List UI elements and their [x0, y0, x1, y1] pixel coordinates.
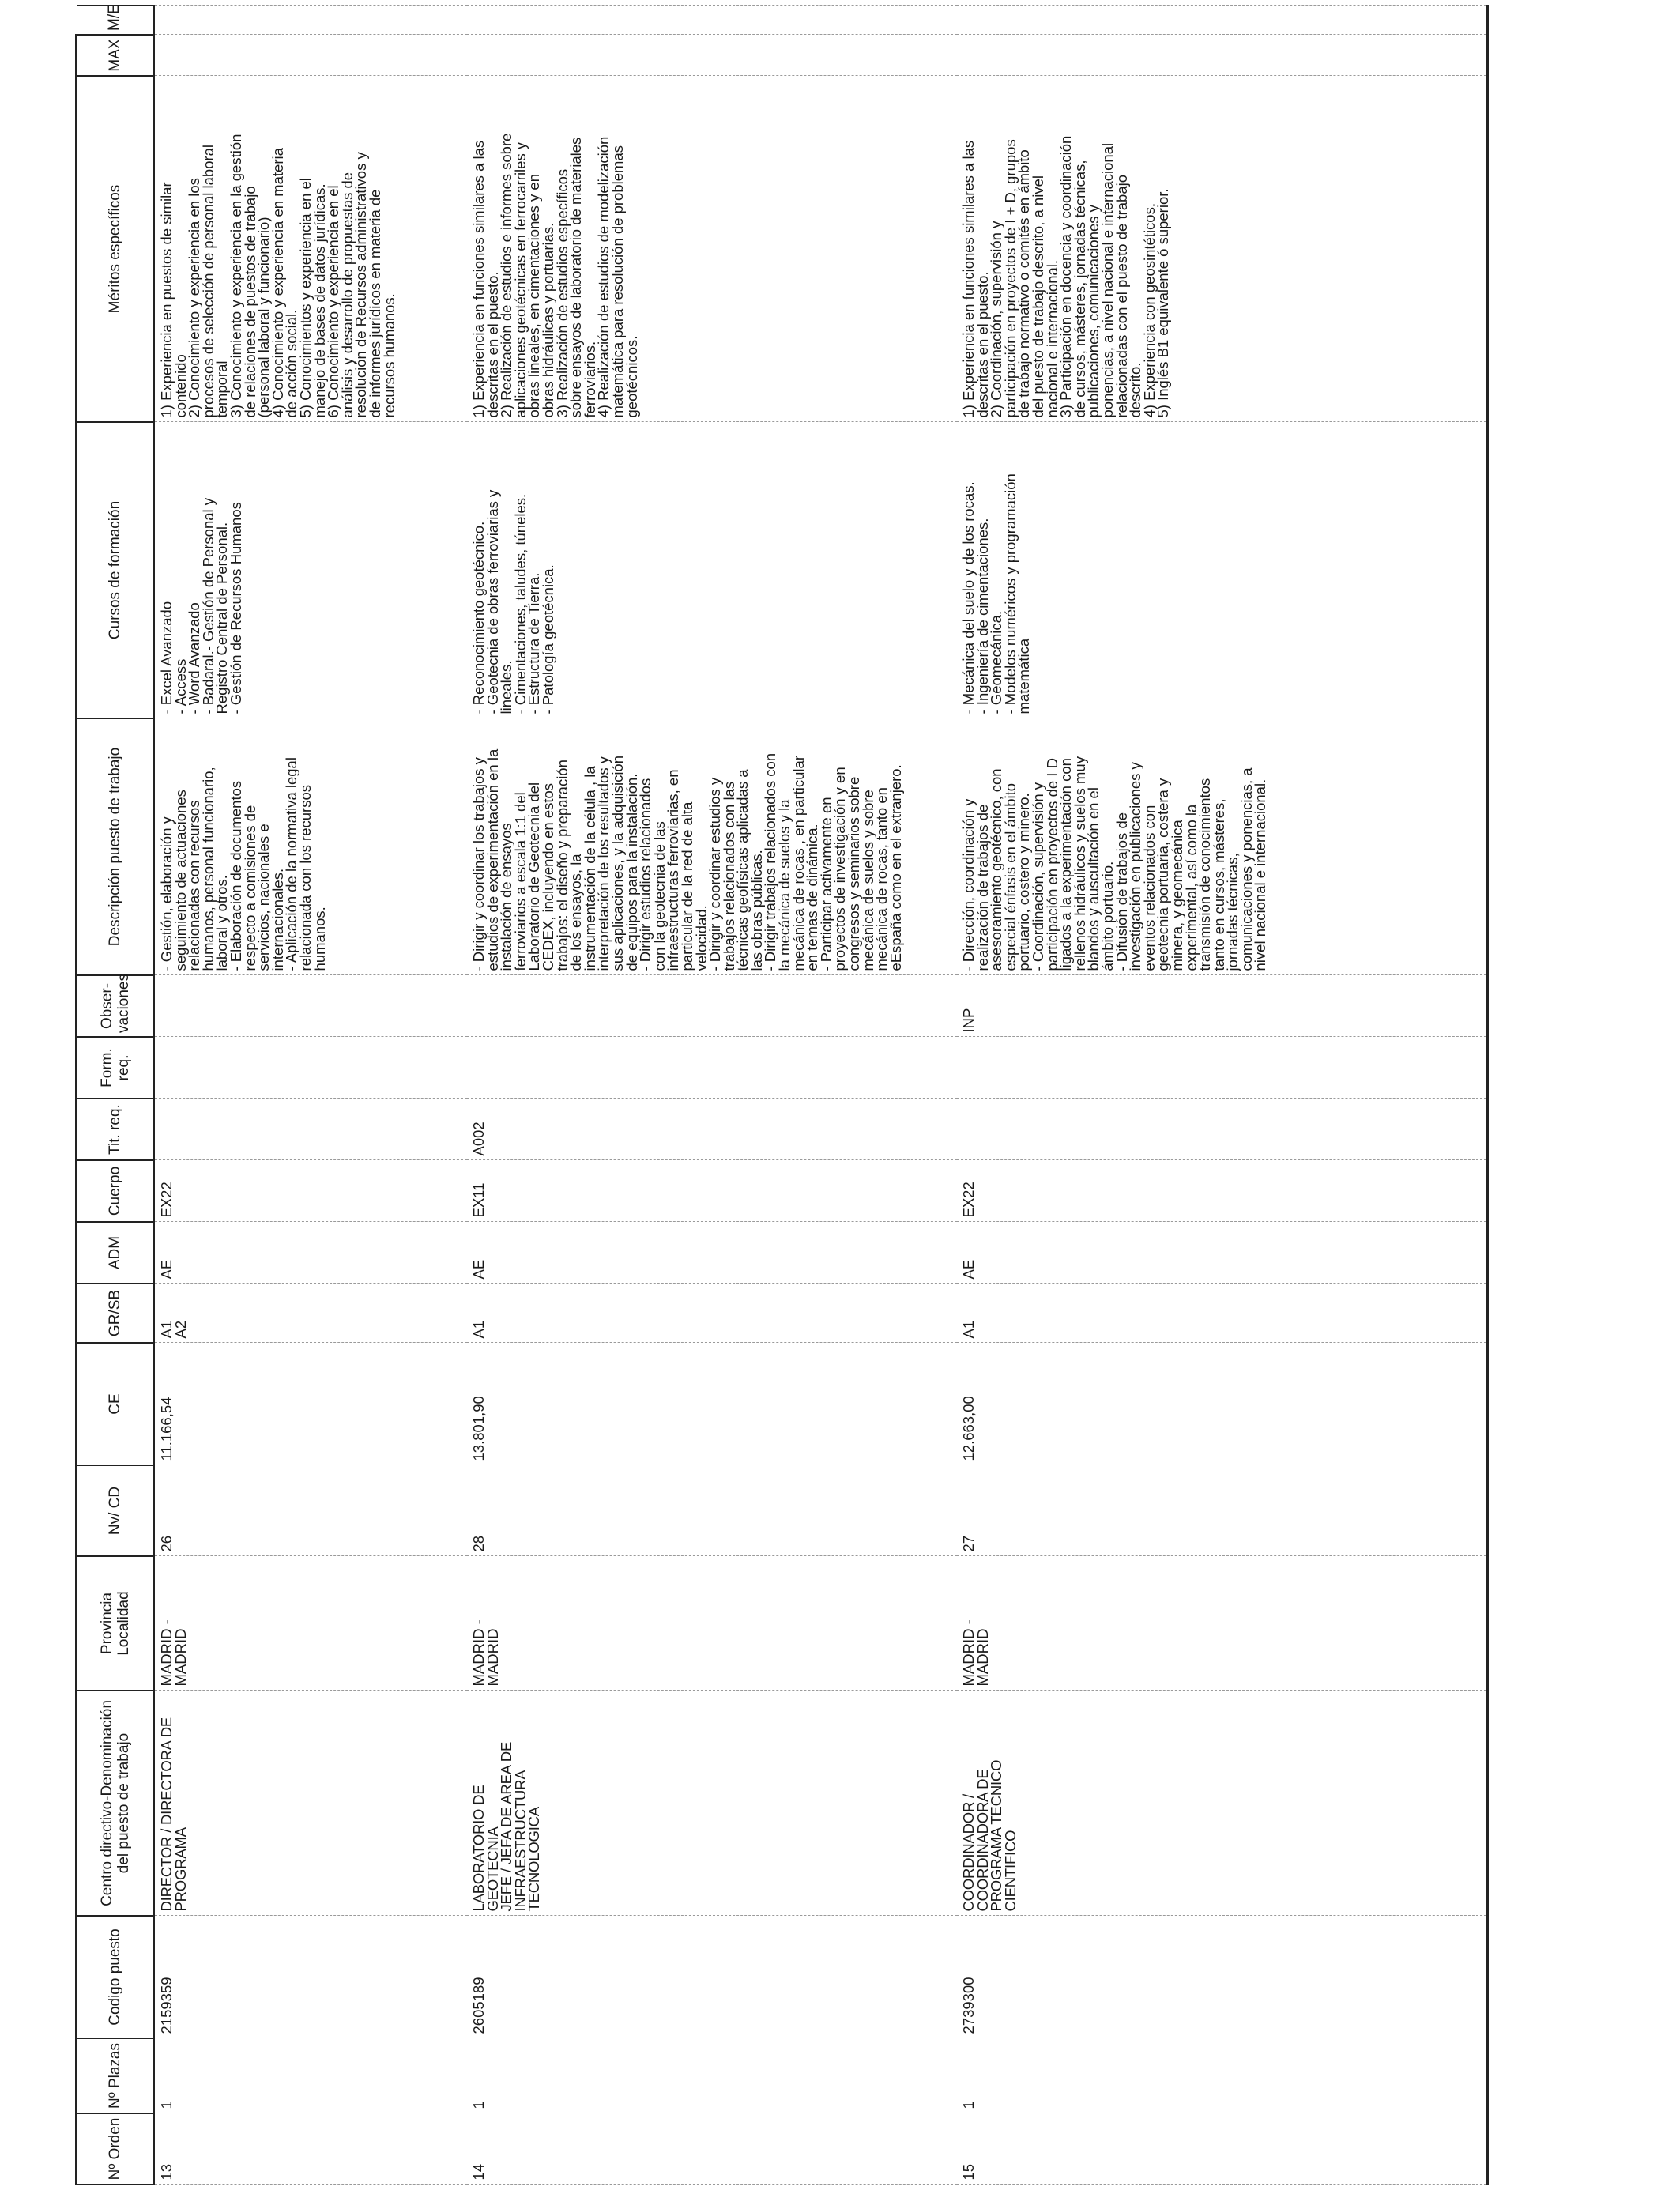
cell-max [467, 35, 957, 76]
header-formacion: Form. req. [77, 1037, 154, 1099]
header-adm: ADM [77, 1222, 154, 1284]
cell-centro: COORDINADOR / COORDINADORA DE PROGRAMA TECNICO CIENTIFICO [957, 1691, 1488, 1916]
header-orden: Nº Orden [77, 2113, 154, 2185]
cell-me [957, 6, 1488, 35]
cell-codigo: 2159359 [154, 1916, 468, 2038]
cell-cuerpo: EX22 [154, 1160, 468, 1222]
cell-max [154, 35, 468, 76]
header-titulacion: Tit. req. [77, 1099, 154, 1160]
cell-formacion [467, 1037, 957, 1099]
header-meritos: Méritos específicos [77, 76, 154, 422]
header-centro: Centro directivo-Denominación del puesto de trabajo [77, 1691, 154, 1916]
header-max: MAX [77, 35, 154, 76]
cell-meritos: 1) Experiencia en puestos de similar contenido 2) Conocimiento y experiencia en los procesos de selección de personal laboral temporal 3) Conocimiento y experiencia en la gestión de relaciones de puestos de trabajo (personal laboral y funcionario) 4) Conocimiento y experiencia en materia de acción social. 5) Conocimientos y experiencia en el manejo de bases de datos jurídicas. 6) Conocimiento y experiencia en el análisis y desarrollo de propuestas de resolución de Recursos administrativos y de informes jurídicos en materia de recursos humanos. [154, 76, 468, 422]
cell-adm: AE [957, 1222, 1488, 1284]
cell-titulacion [154, 1099, 468, 1160]
cell-ce: 13.801,90 [467, 1343, 957, 1465]
cell-adm: AE [467, 1222, 957, 1284]
cell-max [957, 35, 1488, 76]
header-cursos: Cursos de formación [77, 422, 154, 718]
cell-descripcion: - Dirigir y coordinar los trabajos y estudios de experimentación en la instalación de ensayos ferroviarios a escala 1:1 del Laboratorio de Geotecnia del CEDEX, incluyendo en estos trabajos: el diseño y preparación de los ensayos, la instrumentación de la célula , la interpretación de los resultados y sus aplicaciones, y la adquisición de equipos para la instalación. - Dirigir estudios relacionados con la geotecnia de las infraestructuras ferroviarias, en particular de la red de alta velocidad. - Dirigir y coordinar estudios y trabajos relacionados con las técnicas geofísicas aplicadas a las obras públicas. - Dirigir trabajos relacionados con la mecánica de suelos y la mecánica de rocas , en particular en temas de dinámica. - Participar activamente en proyectos de investigación y en congresos y seminarios sobre mecánica de suelos y sobre mecánica de rocas, tanto en eEspaña como en el extranjero. [467, 718, 957, 975]
table-row [467, 6, 957, 2185]
cell-adm: AE [154, 1222, 468, 1284]
cell-provincia: MADRID - MADRID [467, 1556, 957, 1691]
cell-nivel: 27 [957, 1465, 1488, 1556]
cell-ce: 12.663,00 [957, 1343, 1488, 1465]
cell-cursos: - Mecánica del suelo y de los rocas. - Ingeniería de cimentaciones. - Geomecánica. - Modelos numéricos y programación matemática [957, 422, 1488, 718]
cell-cursos: - Excel Avanzado - Access - Word Avanzado - Badaral.- Gestión de Personal y Registro Central de Personal. - Gestión de Recursos Humanos [154, 422, 468, 718]
table-row [957, 6, 1488, 2185]
cell-formacion [154, 1037, 468, 1099]
cell-cuerpo: EX11 [467, 1160, 957, 1222]
cell-grupo: A1 [957, 1284, 1488, 1343]
cell-grupo: A1 A2 [154, 1284, 468, 1343]
cell-plazas: 1 [467, 2038, 957, 2113]
cell-centro: LABORATORIO DE GEOTECNIA JEFE / JEFA DE AREA DE INFRAESTRUCTURA TECNOLOGICA [467, 1691, 957, 1916]
header-nivel: Nv/ CD [77, 1465, 154, 1556]
cell-titulacion: A002 [467, 1099, 957, 1160]
cell-formacion [957, 1037, 1488, 1099]
cell-cuerpo: EX22 [957, 1160, 1488, 1222]
cell-nivel: 28 [467, 1465, 957, 1556]
cell-provincia: MADRID - MADRID [154, 1556, 468, 1691]
cell-cursos: - Reconocimiento geotécnico. - Geotecnia de obras ferroviarias y lineales. - Cimentaciones, taludes, túneles. - Estructura de Tierra. - Patología geotécnica. [467, 422, 957, 718]
table-row [154, 6, 468, 2185]
cell-provincia: MADRID - MADRID [957, 1556, 1488, 1691]
cell-centro: DIRECTOR / DIRECTORA DE PROGRAMA [154, 1691, 468, 1916]
cell-orden: 14 [467, 2113, 957, 2185]
header-plazas: Nº Plazas [77, 2038, 154, 2113]
cell-orden: 13 [154, 2113, 468, 2185]
cell-titulacion [957, 1099, 1488, 1160]
cell-codigo: 2605189 [467, 1916, 957, 2038]
cell-meritos: 1) Experiencia en funciones similares a las descritas en el puesto. 2) Coordinación, supervisión y participación en proyectos de I + D, grupos de trabajo normativo o comités en ámbito del puesto de trabajo descrito, a nivel nacional e internacional. 3) Participación en docencia y coordinación de cursos, másteres, jornadas técnicas, publicaciones, comunicaciones y ponencias, a nivel nacional e internacional relacionadas con el puesto de trabajo descrito. 4) Experiencia con geosintéticos. 5) Inglés B1 equivalente ó superior. [957, 76, 1488, 422]
header-codigo: Codigo puesto [77, 1916, 154, 2038]
cell-plazas: 1 [957, 2038, 1488, 2113]
header-me: M/E [77, 6, 154, 35]
cell-descripcion: - Dirección, coordinación y realización de trabajos de asesoramiento geotécnico, con especial énfasis en el ámbito portuario, costero y minero. - Coordinación, supervisión y participación en proyectos de I D ligados a la experimentación con rellenos hidráulicos y suelos muy blandos y auscultación en el ámbito portuario. - Difusión de trabajos de investigación en publicaciones y eventos relacionados con geotecnia portuaria, costera y minera, y geomecánica experimental, así como la transmisión de conocimientos tanto en cursos, másteres, jornadas técnicas, comunicaciones y ponencias, a nivel nacional e internacional. [957, 718, 1488, 975]
header-observaciones: Obser-vaciones [77, 975, 154, 1037]
header-row [77, 6, 154, 2185]
cell-meritos: 1) Experiencia en funciones similares a las descritas en el puesto. 2) Realización de estudios e informes sobre aplicaciones geotécnicas en ferrocarriles y obras lineales, en cimentaciones y en obras hidráulicas y portuarias. 3) Realización de estudios específicos sobre ensayos de laboratorio de materiales ferroviarios. 4) Realización de estudios de modelización matemática para resolución de problemas geotécnicos. [467, 76, 957, 422]
cell-orden: 15 [957, 2113, 1488, 2185]
header-descripcion: Descripción puesto de trabajo [77, 718, 154, 975]
cell-descripcion: - Gestión, elaboración y seguimiento de actuaciones relacionadas con recursos humanos, personal funcionario, laboral y otros. - Elaboración de documentos respecto a comisiones de servicios, nacionales e internacionales. - Aplicación de la normativa legal relacionada con los recursos humanos. [154, 718, 468, 975]
header-ce: CE [77, 1343, 154, 1465]
cell-plazas: 1 [154, 2038, 468, 2113]
job-positions-table [75, 5, 1489, 2185]
cell-observaciones [467, 975, 957, 1037]
cell-observaciones: INP [957, 975, 1488, 1037]
cell-codigo: 2739300 [957, 1916, 1488, 2038]
cell-ce: 11.166,54 [154, 1343, 468, 1465]
cell-observaciones [154, 975, 468, 1037]
header-grupo: GR/SB [77, 1284, 154, 1343]
header-provincia: Provincia Localidad [77, 1556, 154, 1691]
cell-nivel: 26 [154, 1465, 468, 1556]
cell-me [467, 6, 957, 35]
cell-me [154, 6, 468, 35]
header-cuerpo: Cuerpo [77, 1160, 154, 1222]
cell-grupo: A1 [467, 1284, 957, 1343]
rotated-sheet [75, 6, 1494, 2185]
